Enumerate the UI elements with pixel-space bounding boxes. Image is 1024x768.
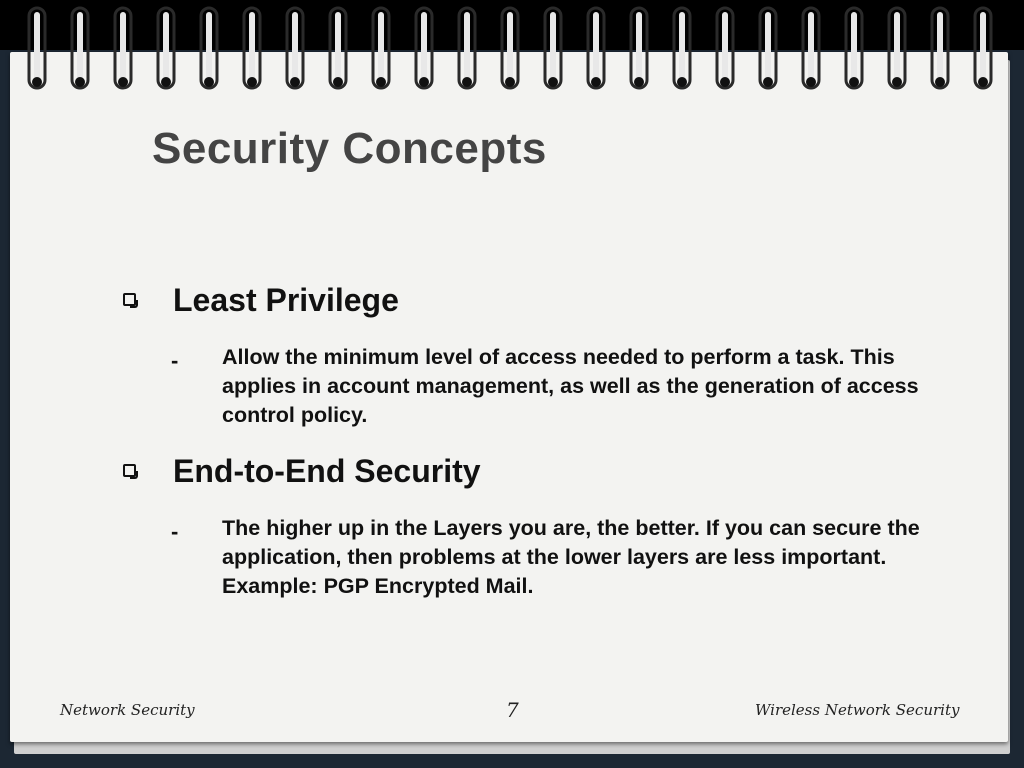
binding-hole	[763, 77, 773, 87]
binding-hole	[634, 77, 644, 87]
binding-hole	[376, 77, 386, 87]
spiral-ring-highlight	[851, 12, 857, 84]
spiral-ring-highlight	[77, 12, 83, 84]
binding-hole	[806, 77, 816, 87]
binding-hole	[548, 77, 558, 87]
spiral-ring-highlight	[249, 12, 255, 84]
binding-hole	[677, 77, 687, 87]
bullet-text-least-privilege: Allow the minimum level of access needed to perform a task. This applies in account management, as well as the generation of access control policy.	[222, 345, 919, 427]
spiral-ring-highlight	[206, 12, 212, 84]
square-bullet-icon	[123, 293, 136, 306]
sub-bullet-dash: -	[171, 348, 179, 373]
sub-bullet-dash: -	[171, 519, 179, 544]
page-number: 7	[506, 698, 519, 722]
spiral-ring-highlight	[550, 12, 556, 84]
spiral-ring-highlight	[679, 12, 685, 84]
spiral-ring-highlight	[937, 12, 943, 84]
spiral-ring-highlight	[636, 12, 642, 84]
bullet-heading-end-to-end: End-to-End Security	[173, 453, 481, 489]
spiral-ring-highlight	[722, 12, 728, 84]
spiral-ring-highlight	[894, 12, 900, 84]
spiral-ring-highlight	[593, 12, 599, 84]
spiral-binding-icon	[0, 0, 1024, 96]
binding-hole	[462, 77, 472, 87]
spiral-ring-highlight	[464, 12, 470, 84]
binding-hole	[204, 77, 214, 87]
binding-hole	[247, 77, 257, 87]
spiral-ring-highlight	[421, 12, 427, 84]
spiral-ring-highlight	[335, 12, 341, 84]
binding-hole	[75, 77, 85, 87]
binding-hole	[333, 77, 343, 87]
bullet-text-end-to-end: The higher up in the Layers you are, the better. If you can secure the application, then problems at the lower layers are less important. Example: PGP Encrypted Mail.	[222, 516, 920, 598]
spiral-ring-highlight	[163, 12, 169, 84]
binding-hole	[591, 77, 601, 87]
spiral-ring-highlight	[292, 12, 298, 84]
spiral-ring-highlight	[120, 12, 126, 84]
footer-right: Wireless Network Security	[755, 701, 960, 719]
spiral-ring-highlight	[378, 12, 384, 84]
binding-hole	[935, 77, 945, 87]
spiral-ring-highlight	[980, 12, 986, 84]
spiral-ring-highlight	[34, 12, 40, 84]
spiral-ring-highlight	[507, 12, 513, 84]
binding-hole	[849, 77, 859, 87]
binding-hole	[32, 77, 42, 87]
slide-title: Security Concepts	[152, 124, 547, 173]
bullet-heading-least-privilege: Least Privilege	[173, 282, 399, 318]
spiral-ring-highlight	[808, 12, 814, 84]
spiral-ring-highlight	[765, 12, 771, 84]
binding-hole	[892, 77, 902, 87]
binding-hole	[419, 77, 429, 87]
binding-hole	[161, 77, 171, 87]
footer-left: Network Security	[60, 701, 195, 719]
binding-hole	[720, 77, 730, 87]
binding-hole	[118, 77, 128, 87]
binding-hole	[505, 77, 515, 87]
square-bullet-icon	[123, 464, 136, 477]
binding-hole	[290, 77, 300, 87]
binding-hole	[978, 77, 988, 87]
